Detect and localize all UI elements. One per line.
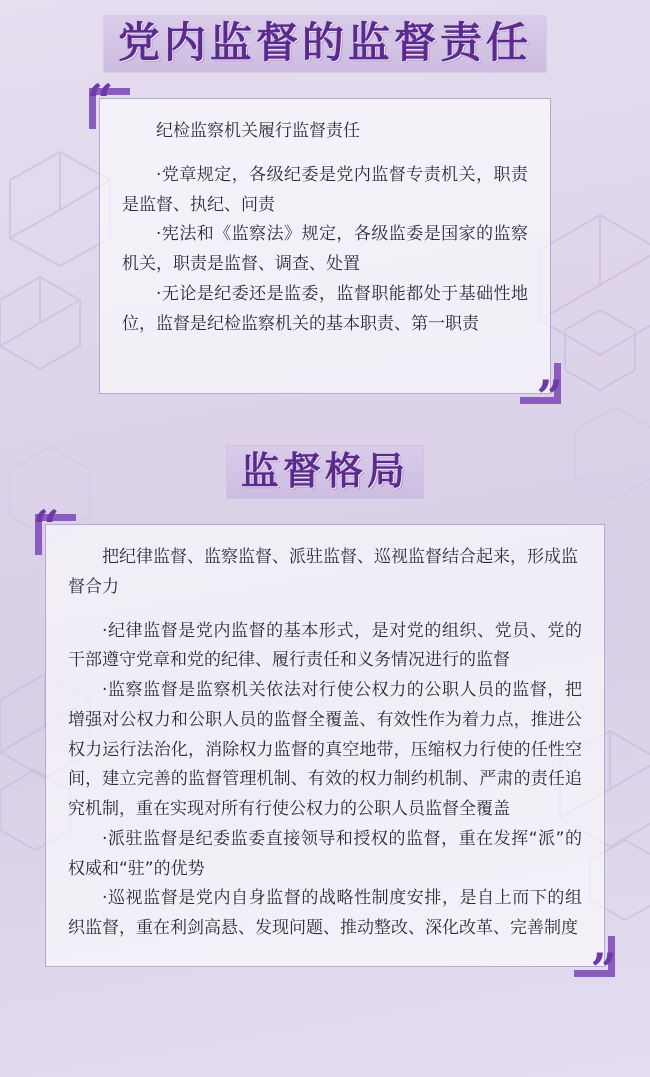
section-two-lead: 把纪律监督、监察监督、派驻监督、巡视监督结合起来，形成监督合力 xyxy=(68,547,578,597)
section-one-paragraph-1: ·党章规定，各级纪委是党内监督专责机关，职责是监督、执纪、问责 xyxy=(122,164,528,215)
section-one-paragraph-3: ·无论是纪委还是监委，监督职能都处于基础性地位，监督是纪检监察机关的基本职责、第一职责 xyxy=(122,283,528,334)
section-one-card xyxy=(87,74,563,424)
section-two-paragraph-3: ·派驻监督是纪委监委直接领导和授权的监督，重在发挥“派”的权威和“驻”的优势 xyxy=(68,828,582,879)
section-supervision-structure xyxy=(0,394,650,997)
quote-close-icon: ” xyxy=(536,370,563,424)
section-party-supervision xyxy=(0,0,650,424)
section-two-paragraph-4: ·巡视监督是党内自身监督的战略性制度安排，是自上而下的组织监督，重在利剑高悬、发现问题、推动整改、深化改革、完善制度 xyxy=(68,888,582,938)
section-two-card xyxy=(33,500,617,997)
quote-open-icon: “ xyxy=(87,74,114,128)
title-band xyxy=(227,446,423,498)
section-two-paragraph-2: ·监察监督是监察机关依法对行使公权力的公职人员的监督，把增强对公权力和公职人员的监督全覆盖、有效性作为着力点，推进公权力运行法治化，消除权力监督的真空地带，压缩权力行使的任性空间，建立完善的监督管理机制、有效的权力制约机制、严肃的责任追究机制，重在实现对所有行使公权力的公职人员监督全覆盖 xyxy=(68,680,582,819)
section-two-title: 监督格局 xyxy=(240,448,409,493)
section-two-paragraph-1: ·纪律监督是党内监督的基本形式，是对党的组织、党员、党的干部遵守党章和党的纪律、履行责任和义务情况进行的监督 xyxy=(68,620,582,671)
section-two-title-bar xyxy=(0,446,650,498)
section-one-paragraph-2: ·宪法和《监察法》规定，各级监委是国家的监察机关，职责是监督、调查、处置 xyxy=(122,224,528,274)
section-two-card-body xyxy=(45,524,605,967)
section-one-title-bar xyxy=(0,16,650,72)
section-one-lead: 纪检监察机关履行监督责任 xyxy=(156,121,360,141)
section-one-title: 党内监督的监督责任 xyxy=(117,18,532,67)
title-band xyxy=(104,16,546,72)
section-one-card-body xyxy=(99,98,551,394)
quote-open-icon: “ xyxy=(33,500,60,554)
quote-close-icon: ” xyxy=(590,942,617,997)
